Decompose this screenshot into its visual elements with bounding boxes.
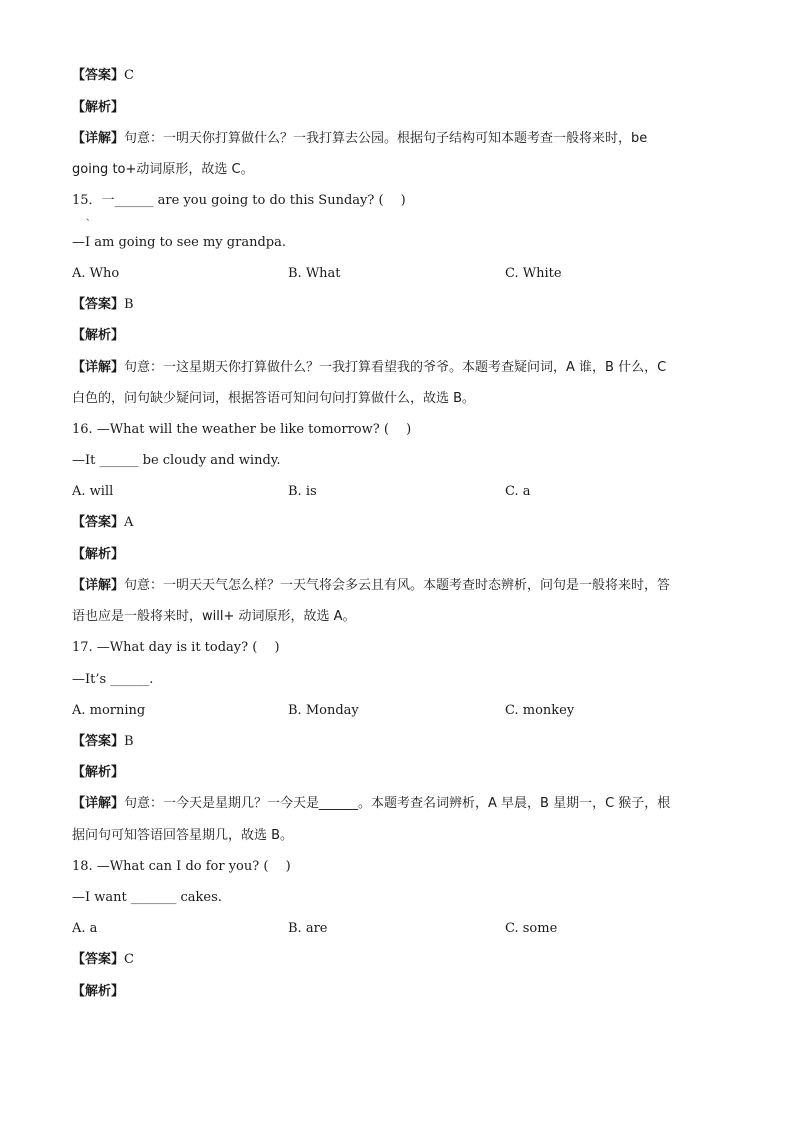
q16-detail-line-1	[72, 577, 670, 595]
q17-stem: 17. —What day is it today? ( )	[72, 640, 280, 655]
q14-answer-line	[72, 67, 134, 85]
q17-option-a: A. morning	[72, 703, 146, 718]
answer-tag: 【答案】	[72, 734, 125, 749]
q18-reply: —I want _______ cakes.	[72, 890, 222, 905]
q14-analysis-tag	[72, 99, 124, 117]
answer-tag: 【答案】	[72, 297, 125, 312]
q17-detail-text-2: 据问句可知答语回答星期几，故选 B。	[72, 828, 294, 843]
q15-answer-line	[72, 296, 134, 314]
q16-answer: A	[124, 515, 134, 530]
q17-detail-line-1	[72, 795, 670, 813]
q16-detail-text-1: 句意：一明天天气怎么样？一天气将会多云且有风。本题考查时态辨析，问句是一般将来时，答	[124, 578, 671, 593]
analysis-tag: 【解析】	[72, 547, 125, 562]
q14-detail-line-1	[72, 130, 647, 148]
q15-option-b: B. What	[288, 266, 341, 281]
answer-tag: 【答案】	[72, 515, 125, 530]
answer-tag: 【答案】	[72, 952, 125, 967]
q17-detail-text-1: 句意：一今天是星期几？一今天是______。本题考查名词辨析，A 早晨，B 星期一，C 猴子，根	[124, 796, 671, 811]
q18-answer: C	[124, 952, 134, 967]
q15-detail-text-1: 句意：一这星期天你打算做什么？一我打算看望我的爷爷。本题考查疑问词，A 谁，B 什么，C	[124, 360, 667, 375]
analysis-tag: 【解析】	[72, 328, 125, 343]
q14-detail-text-1: 句意：一明天你打算做什么？一我打算去公园。根据句子结构可知本题考查一般将来时，be	[124, 131, 648, 146]
q18-analysis-tag	[72, 983, 124, 1001]
q16-answer-line	[72, 514, 133, 532]
q15-detail-line-2	[72, 390, 475, 408]
q18-option-b: B. are	[288, 921, 328, 936]
q17-answer: B	[124, 734, 134, 749]
q17-analysis-tag	[72, 764, 124, 782]
q16-detail-text-2: 语也应是一般将来时，will+ 动词原形，故选 A。	[72, 609, 356, 624]
q17-option-c: C. monkey	[505, 703, 575, 718]
q15-option-a: A. Who	[72, 266, 120, 281]
q15-answer: B	[124, 297, 134, 312]
q16-option-a: A. will	[72, 484, 114, 499]
q15-detail-line-1	[72, 359, 666, 377]
q16-option-c: C. a	[505, 484, 531, 499]
q17-option-b: B. Monday	[288, 703, 359, 718]
detail-tag: 【详解】	[72, 360, 125, 375]
q16-stem: 16. —What will the weather be like tomorrow? ( )	[72, 422, 412, 437]
q15-stem-dot: 、	[86, 213, 96, 223]
q16-detail-line-2	[72, 608, 356, 626]
q15-analysis-tag	[72, 327, 124, 345]
analysis-tag: 【解析】	[72, 984, 125, 999]
q14-detail-line-2	[72, 161, 254, 179]
q15-option-c: C. White	[505, 266, 562, 281]
q17-answer-line	[72, 733, 134, 751]
q17-reply: —It’s ______.	[72, 672, 154, 687]
q18-answer-line	[72, 951, 134, 969]
q15-stem: 15．一______ are you going to do this Sunday? ( )	[72, 193, 406, 208]
q16-analysis-tag	[72, 546, 124, 564]
q14-answer: C	[124, 68, 134, 83]
q17-detail-line-2	[72, 827, 293, 845]
q16-reply: —It ______ be cloudy and windy.	[72, 453, 281, 468]
q14-detail-text-2: going to+动词原形，故选 C。	[72, 162, 254, 177]
answer-tag: 【答案】	[72, 68, 125, 83]
detail-tag: 【详解】	[72, 578, 125, 593]
q15-detail-text-2: 白色的，问句缺少疑问词，根据答语可知问句问打算做什么，故选 B。	[72, 391, 476, 406]
q18-stem: 18. —What can I do for you? ( )	[72, 859, 291, 874]
analysis-tag: 【解析】	[72, 765, 125, 780]
q18-option-a: A. a	[72, 921, 98, 936]
q15-reply: —I am going to see my grandpa.	[72, 235, 286, 250]
analysis-tag: 【解析】	[72, 100, 125, 115]
q18-option-c: C. some	[505, 921, 558, 936]
detail-tag: 【详解】	[72, 131, 125, 146]
detail-tag: 【详解】	[72, 796, 125, 811]
q16-option-b: B. is	[288, 484, 317, 499]
